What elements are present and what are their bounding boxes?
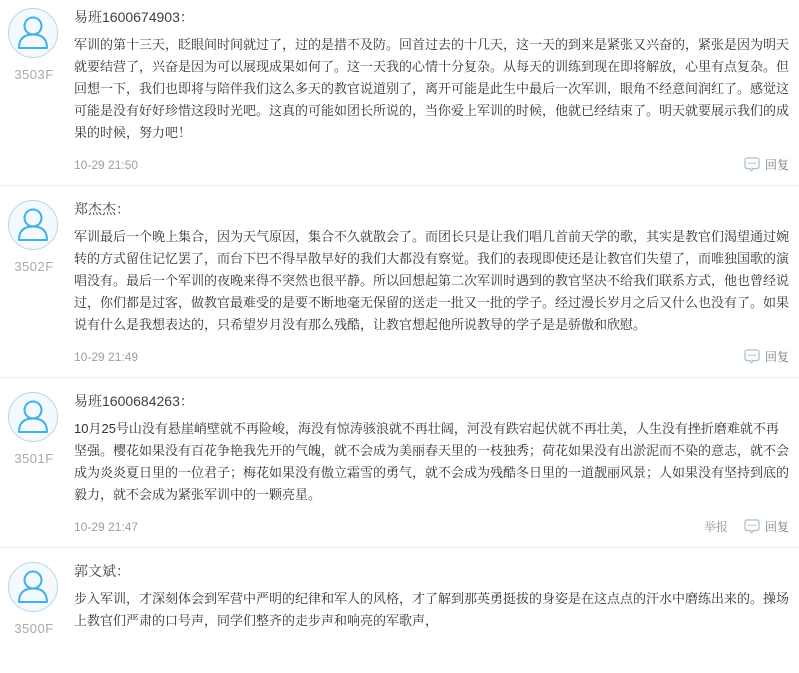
comment-username[interactable]: 易班1600674903： bbox=[74, 9, 194, 25]
reply-button[interactable] bbox=[744, 348, 789, 365]
report-link[interactable]: 举报 bbox=[703, 520, 728, 534]
avatar-column bbox=[8, 8, 60, 173]
comment-username[interactable]: 易班1600684263： bbox=[74, 393, 194, 409]
user-id: 3500F bbox=[14, 621, 54, 636]
comment-body: 军训最后一个晚上集合，因为天气原因，集合不久就散会了。而团长只是让我们唱几首前天学的歌，其实是教官们渴望通过婉转的方式留住记忆罢了，而台下巴不得早散早好的我们大都没有察觉。我们的表现即使还是让教官们失望了，而唯独国歌的演唱没有。最后一个军训的夜晚来得不突然也很平静。所以回想起第二次军训时遇到的教官坚决不给我们联系方式，他也曾经说过，你们都是过客，做教官最难受的是要不断地毫无保留的送走一批又一批的学子。经过漫长岁月之后又什么也没有了。如果说有什么是我想表达的，只希望岁月没有那么残酷，让教官想起他所说教导的学子是是骄傲和欣慰。 bbox=[74, 229, 790, 332]
speech-bubble-dots-icon bbox=[744, 519, 760, 534]
avatar-column bbox=[8, 200, 60, 365]
speech-bubble-dots-icon bbox=[744, 157, 760, 172]
comment-timestamp: 10-29 21:50 bbox=[74, 157, 139, 172]
comment-meta bbox=[74, 644, 789, 661]
comment-row bbox=[0, 186, 799, 377]
reply-label: 回复 bbox=[764, 520, 789, 534]
user-id: 3503F bbox=[14, 67, 54, 82]
comment-timestamp: 10-29 21:47 bbox=[74, 519, 139, 534]
user-id: 3502F bbox=[14, 259, 54, 274]
person-outline-icon bbox=[9, 9, 57, 57]
person-outline-icon bbox=[9, 393, 57, 441]
reply-label: 回复 bbox=[764, 350, 789, 364]
comment-actions bbox=[744, 156, 789, 173]
comment-row bbox=[0, 548, 799, 673]
avatar-column bbox=[8, 392, 60, 535]
comment-timestamp: 10-29 21:49 bbox=[74, 349, 139, 364]
avatar[interactable] bbox=[8, 8, 58, 58]
comment-actions bbox=[704, 518, 789, 535]
comment-body: 军训的第十三天，眨眼间时间就过了，过的是措不及防。回首过去的十几天，这一天的到来是紧张又兴奋的，紧张是因为明天就要结营了，兴奋是因为可以展现成果如何了。这一天我的心情十分复杂。从每天的训练到现在即将解放，心里有点复杂。但回想一下，我们也即将与陪伴我们这么多天的教官说道别了，离开可能是此生中最后一次军训，眼角不经意间润红了。感觉这可能是没有好好珍惜这段时光吧。这真的可能如团长所说的，当你爱上军训的时候，他就已经结束了。明天就要展示我们的成果的时候，努力吧！ bbox=[74, 37, 790, 140]
comment-meta bbox=[74, 348, 789, 365]
comment-username[interactable]: 郭文斌： bbox=[74, 563, 130, 579]
comment-content bbox=[74, 392, 789, 535]
person-outline-icon bbox=[9, 201, 57, 249]
comment-content bbox=[74, 562, 789, 661]
speech-bubble-dots-icon bbox=[744, 349, 760, 364]
comment-body: 10月25号山没有悬崖峭壁就不再险峻，海没有惊涛骇浪就不再壮阔，河没有跌宕起伏就不再壮美，人生没有挫折磨难就不再坚强。樱花如果没有百花争艳我先开的气魄，就不会成为美丽春天里的一枝独秀；荷花如果没有出淤泥而不染的意志，就不会成为炎炎夏日里的一位君子；梅花如果没有傲立霜雪的勇气，就不会成为残酷冬日里的一道靓丽风景；人如果没有坚持到底的毅力，就不会成为紧张军训中的一颗亮星。 bbox=[74, 421, 790, 502]
comment-content bbox=[74, 200, 789, 365]
reply-button[interactable] bbox=[744, 518, 789, 535]
comment-meta bbox=[74, 518, 789, 535]
comment-actions bbox=[744, 348, 789, 365]
comment-body: 步入军训，才深刻体会到军营中严明的纪律和军人的风格，才了解到那英勇挺拔的身姿是在这点点的汗水中磨练出来的。操场上教官们严肃的口号声，同学们整齐的走步声和响亮的军歌声， bbox=[74, 591, 790, 628]
reply-button[interactable] bbox=[744, 156, 789, 173]
comment-meta bbox=[74, 156, 789, 173]
avatar-column bbox=[8, 562, 60, 661]
reply-label: 回复 bbox=[764, 158, 789, 172]
comment-row bbox=[0, 0, 799, 185]
comment-content bbox=[74, 8, 789, 173]
avatar[interactable] bbox=[8, 392, 58, 442]
comment-username[interactable]: 郑杰杰： bbox=[74, 201, 130, 217]
person-outline-icon bbox=[9, 563, 57, 611]
avatar[interactable] bbox=[8, 562, 58, 612]
user-id: 3501F bbox=[14, 451, 54, 466]
comment-row bbox=[0, 378, 799, 547]
avatar[interactable] bbox=[8, 200, 58, 250]
